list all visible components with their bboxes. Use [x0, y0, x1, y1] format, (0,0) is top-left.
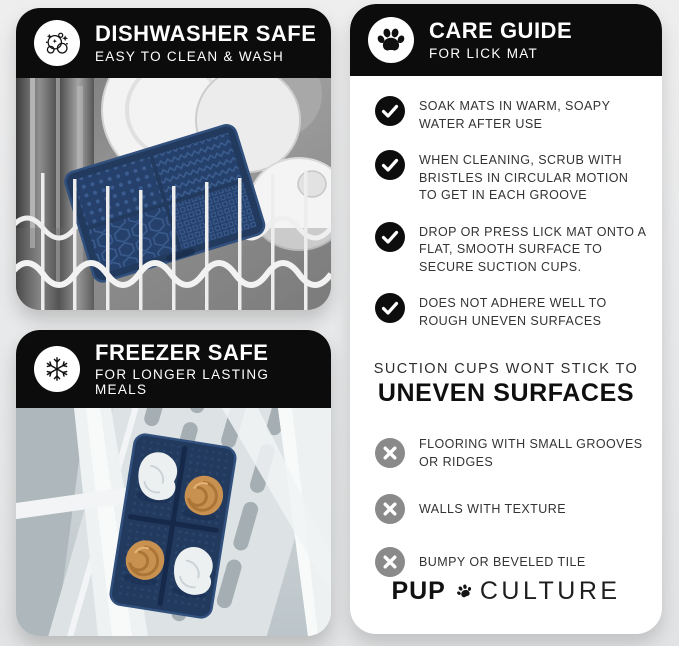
- freezer-safe-panel: [16, 330, 331, 636]
- bubbles-icon: [34, 20, 80, 66]
- care-guide-card: [350, 4, 662, 634]
- dont-item-text: WALLS WITH TEXTURE: [419, 502, 567, 517]
- freezer-scene: [16, 408, 331, 636]
- freezer-safe-header: [16, 330, 331, 408]
- do-item-text: SOAK MATS IN WARM, SOAPY WATER AFTER USE: [419, 99, 611, 131]
- dont-item-text: BUMPY OR BEVELED TILE: [419, 555, 586, 570]
- warning-intro: SUCTION CUPS WONT STICK TO: [373, 361, 639, 377]
- brand-word-culture: CULTURE: [479, 577, 621, 605]
- freezer-subtitle: FOR LONGER LASTING MEALS: [95, 367, 270, 398]
- dont-item: [375, 434, 646, 471]
- dishwasher-scene: [16, 78, 331, 310]
- do-item-text: WHEN CLEANING, SCRUB WITH BRISTLES IN CIRCULAR MOTION TO GET IN EACH GROOVE: [419, 153, 629, 202]
- do-item-text: DROP OR PRESS LICK MAT ONTO A FLAT, SMOOTH SURFACE TO SECURE SUCTION CUPS.: [419, 224, 646, 274]
- dishwasher-subtitle: EASY TO CLEAN & WASH: [95, 48, 285, 64]
- care-guide-header-text: [429, 19, 572, 60]
- care-guide-header: [350, 4, 662, 76]
- brand-word-pup: PUP: [391, 577, 446, 605]
- dont-item-text: FLOORING WITH SMALL GROOVES OR RIDGES: [419, 437, 643, 469]
- dishwasher-header-text: [95, 22, 316, 63]
- do-item-text: DOES NOT ADHERE WELL TO ROUGH UNEVEN SURFACES: [419, 296, 607, 328]
- dont-item: [375, 494, 646, 524]
- do-item: [375, 222, 646, 277]
- do-item: [375, 293, 646, 330]
- warning-heading: [350, 361, 662, 408]
- care-dont-list: [350, 434, 662, 577]
- care-guide-subtitle: FOR LICK MAT: [429, 45, 539, 61]
- check-circle-icon: [375, 222, 405, 252]
- dishwasher-safe-header: [16, 8, 331, 78]
- care-do-list: [350, 96, 662, 330]
- freezer-photo: [16, 408, 331, 636]
- dishwasher-title: DISHWASHER SAFE: [95, 21, 317, 47]
- check-circle-icon: [375, 293, 405, 323]
- cross-circle-icon: [375, 547, 405, 577]
- dishwasher-photo: [16, 78, 331, 310]
- do-item: [375, 96, 646, 133]
- paw-logo-icon: [456, 583, 473, 600]
- dont-item: [375, 547, 646, 577]
- freezer-header-text: [95, 341, 319, 397]
- check-circle-icon: [375, 96, 405, 126]
- check-circle-icon: [375, 150, 405, 180]
- snowflake-icon: [34, 346, 80, 392]
- care-guide-title: CARE GUIDE: [429, 18, 573, 44]
- cross-circle-icon: [375, 494, 405, 524]
- do-item: [375, 150, 646, 205]
- freezer-title: FREEZER SAFE: [95, 339, 269, 365]
- cross-circle-icon: [375, 438, 405, 468]
- brand-logo: [350, 577, 662, 634]
- warning-title: UNEVEN SURFACES: [377, 379, 635, 407]
- dishwasher-safe-panel: [16, 8, 331, 310]
- paw-icon: [368, 17, 414, 63]
